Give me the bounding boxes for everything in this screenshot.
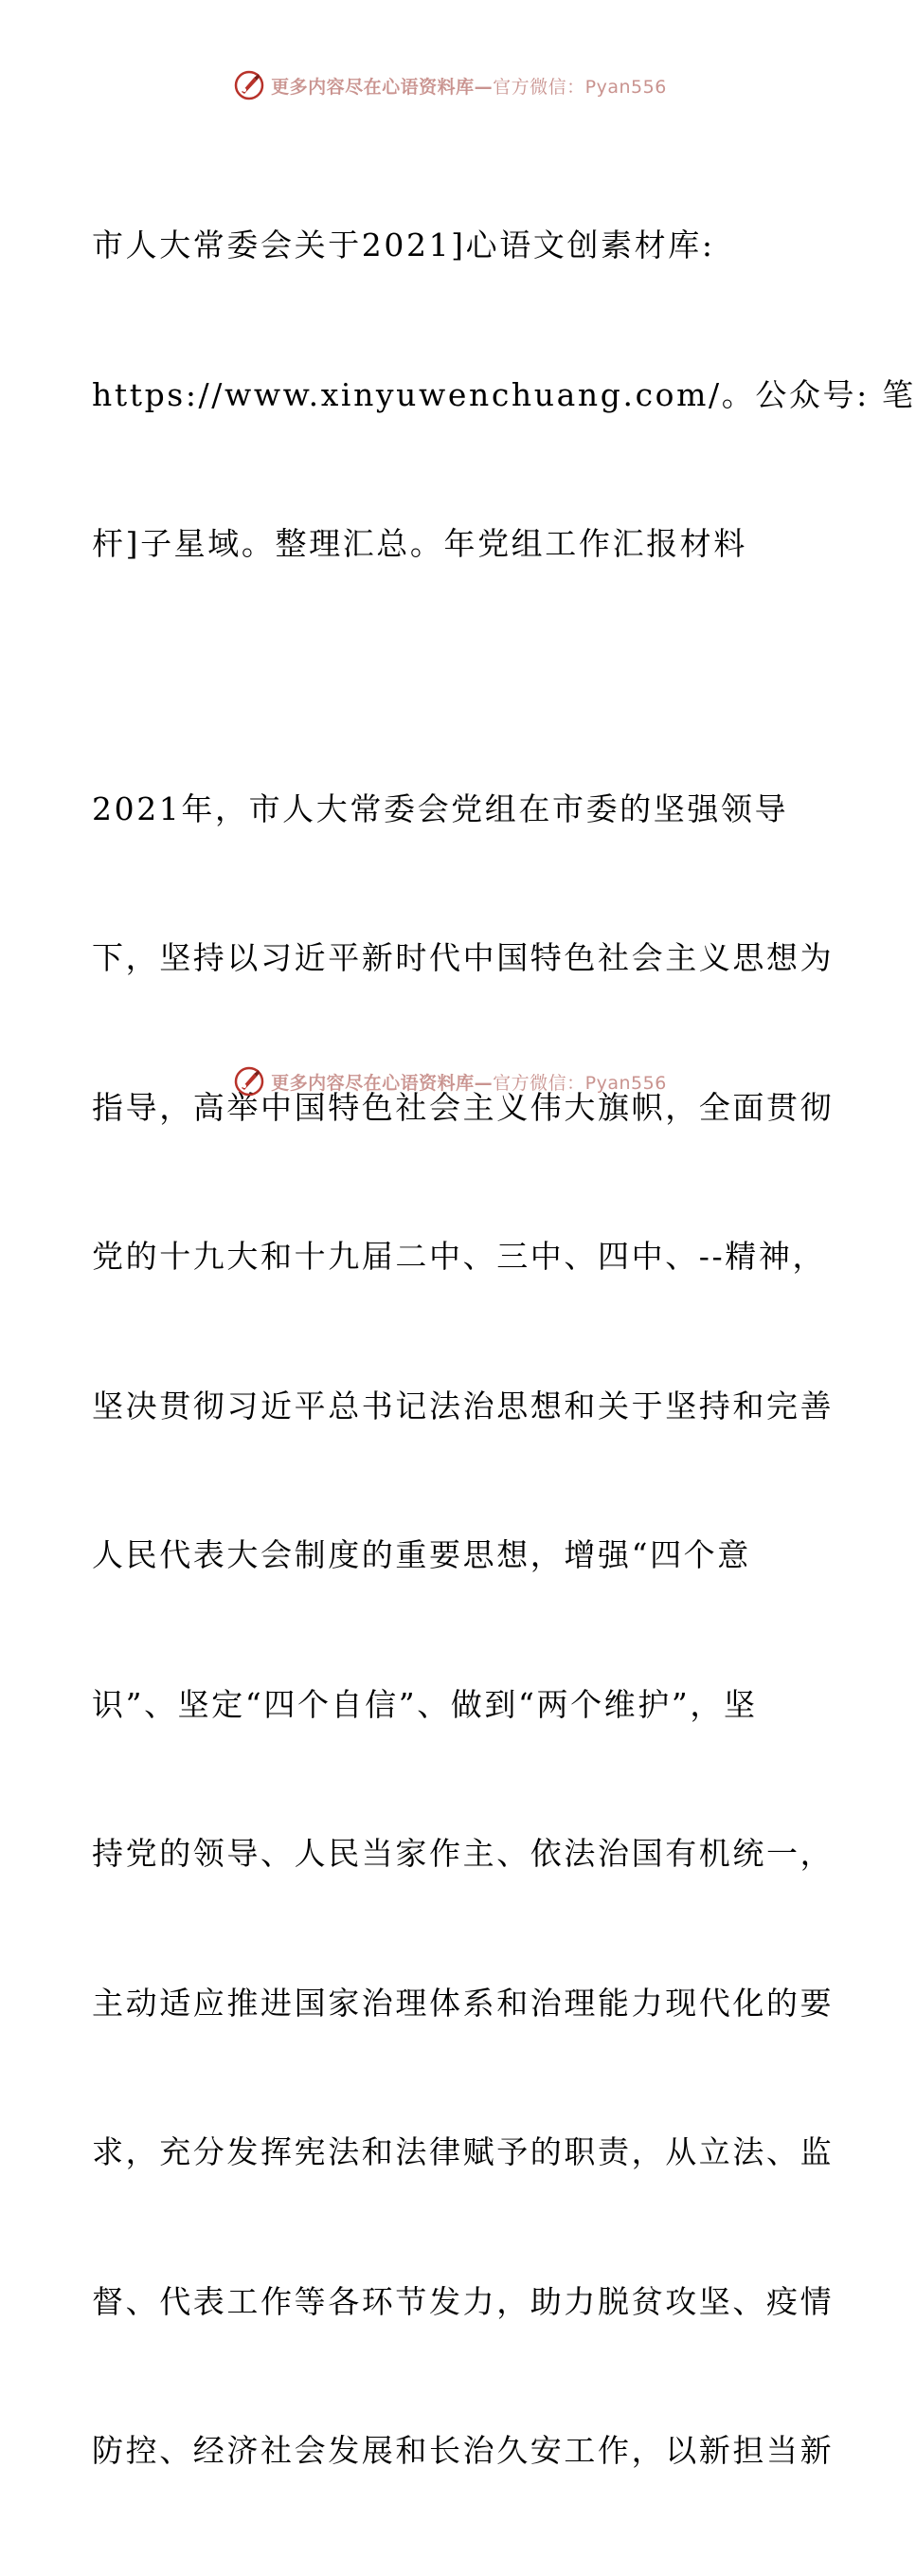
body-line: 防控、经济社会发展和长治久安工作，以新担当新 xyxy=(92,2432,835,2469)
title-line: https://www.xinyuwenchuang.com/。公众号: 笔 xyxy=(92,375,916,413)
quill-logo-icon xyxy=(233,69,265,101)
body-line: 下，坚持以习近平新时代中国特色社会主义思想为 xyxy=(92,939,835,976)
footer-banner-wechat: 官方微信：Pyan556 xyxy=(493,1072,667,1094)
body-line: 主动适应推进国家治理体系和治理能力现代化的要 xyxy=(92,1984,835,2022)
body-line: 持党的领导、人民当家作主、依法治国有机统一， xyxy=(92,1835,835,1872)
title-line: 市人大常委会关于2021]心语文创素材库: xyxy=(92,227,715,263)
document-body xyxy=(92,121,916,2576)
body-line: 求，充分发挥宪法和法律赋予的职责，从立法、监 xyxy=(92,2133,835,2170)
header-banner-wechat: 官方微信：Pyan556 xyxy=(493,76,667,98)
title-line: 杆]子星域。整理汇总。年党组工作汇报材料 xyxy=(92,525,747,562)
body-line: 督、代表工作等各环节发力，助力脱贫攻坚、疫情 xyxy=(92,2282,835,2320)
document-title xyxy=(92,121,916,669)
footer-banner-main: 更多内容尽在心语资料库— xyxy=(271,1072,494,1094)
body-line: 坚决贯彻习近平总书记法治思想和关于坚持和完善 xyxy=(92,1387,835,1424)
footer-watermark-banner xyxy=(0,1065,900,1098)
body-line: 2021年，市人大常委会党组在市委的坚强领导 xyxy=(92,789,789,827)
body-paragraph xyxy=(92,685,835,2576)
body-line: 识”、坚定“四个自信”、做到“两个维护”，坚 xyxy=(92,1685,758,1723)
header-watermark-banner xyxy=(0,69,900,101)
header-banner-text xyxy=(271,73,667,99)
body-line: 指导，高举中国特色社会主义伟大旗帜，全面贯彻 xyxy=(92,1088,835,1126)
quill-logo-icon xyxy=(233,1065,265,1098)
body-line: 党的十九大和十九届二中、三中、四中、--精神， xyxy=(92,1238,827,1275)
body-line: 人民代表大会制度的重要思想，增强“四个意 xyxy=(92,1536,751,1573)
footer-banner-text xyxy=(271,1069,667,1095)
header-banner-main: 更多内容尽在心语资料库— xyxy=(271,76,494,98)
